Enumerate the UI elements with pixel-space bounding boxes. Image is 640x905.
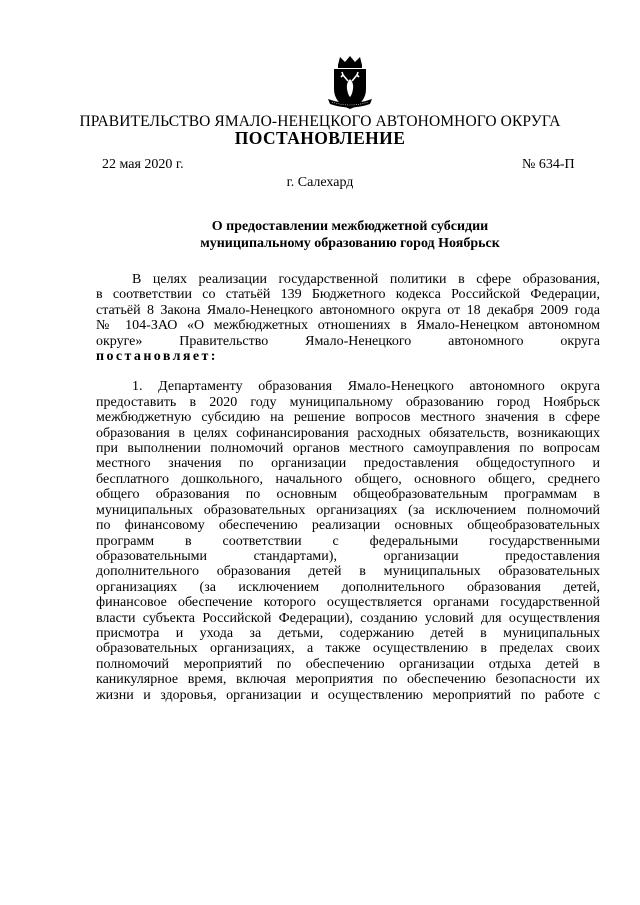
text-line: бесплатного дошкольного, начального общего, основного общего, среднего <box>96 471 600 487</box>
text-line: дополнительного образования детей в муниципальных образовательных <box>96 564 600 580</box>
preamble-paragraph <box>96 272 600 364</box>
coat-of-arms-emblem <box>326 55 374 111</box>
document-city: г. Салехард <box>286 175 354 190</box>
text-line: в соответствии со статьёй 139 Бюджетного кодекса Российской Федерации, <box>96 287 600 303</box>
document-date: 22 мая 2020 г. <box>102 157 184 172</box>
text-line: местного значения по организации предоставления общедоступного и <box>96 456 600 472</box>
text-line: В целях реализации государственной политики в сфере образования, <box>132 272 600 287</box>
text-line: образовательными стандартами), организации предоставления <box>96 548 600 564</box>
resolves-word: постановляет: <box>96 349 218 365</box>
text-line: присмотра и ухода за детьми, содержанию детей в муниципальных <box>96 625 600 641</box>
text-line: общего образования по основным общеобразовательным программам в <box>96 487 600 503</box>
text-line: организациях (за исключением дополнительного образования детей, <box>96 579 600 595</box>
text-line: по финансовому обеспечению реализации основных общеобразовательных <box>96 518 600 534</box>
text-line: при выполнении полномочий органов местного самоуправления по вопросам <box>96 441 600 457</box>
title-line: О предоставлении межбюджетной субсидии <box>211 219 489 234</box>
text-line: 1. Департаменту образования Ямало-Ненецкого автономного округа <box>132 379 600 395</box>
document-type: ПОСТАНОВЛЕНИЕ <box>234 128 406 148</box>
clause-1-paragraph <box>96 379 600 703</box>
text-line: образовательных организациях, а также осуществлению в пределах своих <box>96 641 600 657</box>
text-line: власти субъекта Российской Федерации), созданию условий для осуществления <box>96 610 600 626</box>
text-line: программ в соответствии с федеральными государственными <box>96 533 600 549</box>
document-title <box>160 218 540 252</box>
text-line: статьёй 8 Закона Ямало-Ненецкого автономного округа от 18 декабря 2009 года <box>96 302 600 318</box>
text-line: муниципальных образовательных организациях (за исключением полномочий <box>96 502 600 518</box>
text-line: предоставить в 2020 году муниципальному образованию город Ноябрьск <box>96 394 600 410</box>
text-line: каникулярное время, включая мероприятия по обеспечению безопасности их <box>96 672 600 688</box>
title-line: муниципальному образованию город Ноябрьск <box>200 236 500 251</box>
text-line: образования в целях софинансирования расходных обязательств, возникающих <box>96 425 600 441</box>
text-line: финансовое обеспечение которого осуществляется органами государственной <box>96 595 600 611</box>
document-body <box>96 272 600 703</box>
text-line: межбюджетную субсидию на решение вопросов местного значения в сфере <box>96 410 600 426</box>
document-number: № 634-П <box>522 157 575 172</box>
government-name: ПРАВИТЕЛЬСТВО ЯМАЛО-НЕНЕЦКОГО АВТОНОМНОГО ОКРУГА <box>79 113 561 130</box>
text-line: округе» Правительство Ямало-Ненецкого автономного округа <box>96 333 600 349</box>
text-line: № 104-ЗАО «О межбюджетных отношениях в Ямало-Ненецком автономном <box>96 318 600 334</box>
text-line: полномочий мероприятий по обеспечению организации отдыха детей в <box>96 656 600 672</box>
text-line: жизни и здоровья, организации и осуществлению мероприятий по работе с <box>96 687 600 703</box>
